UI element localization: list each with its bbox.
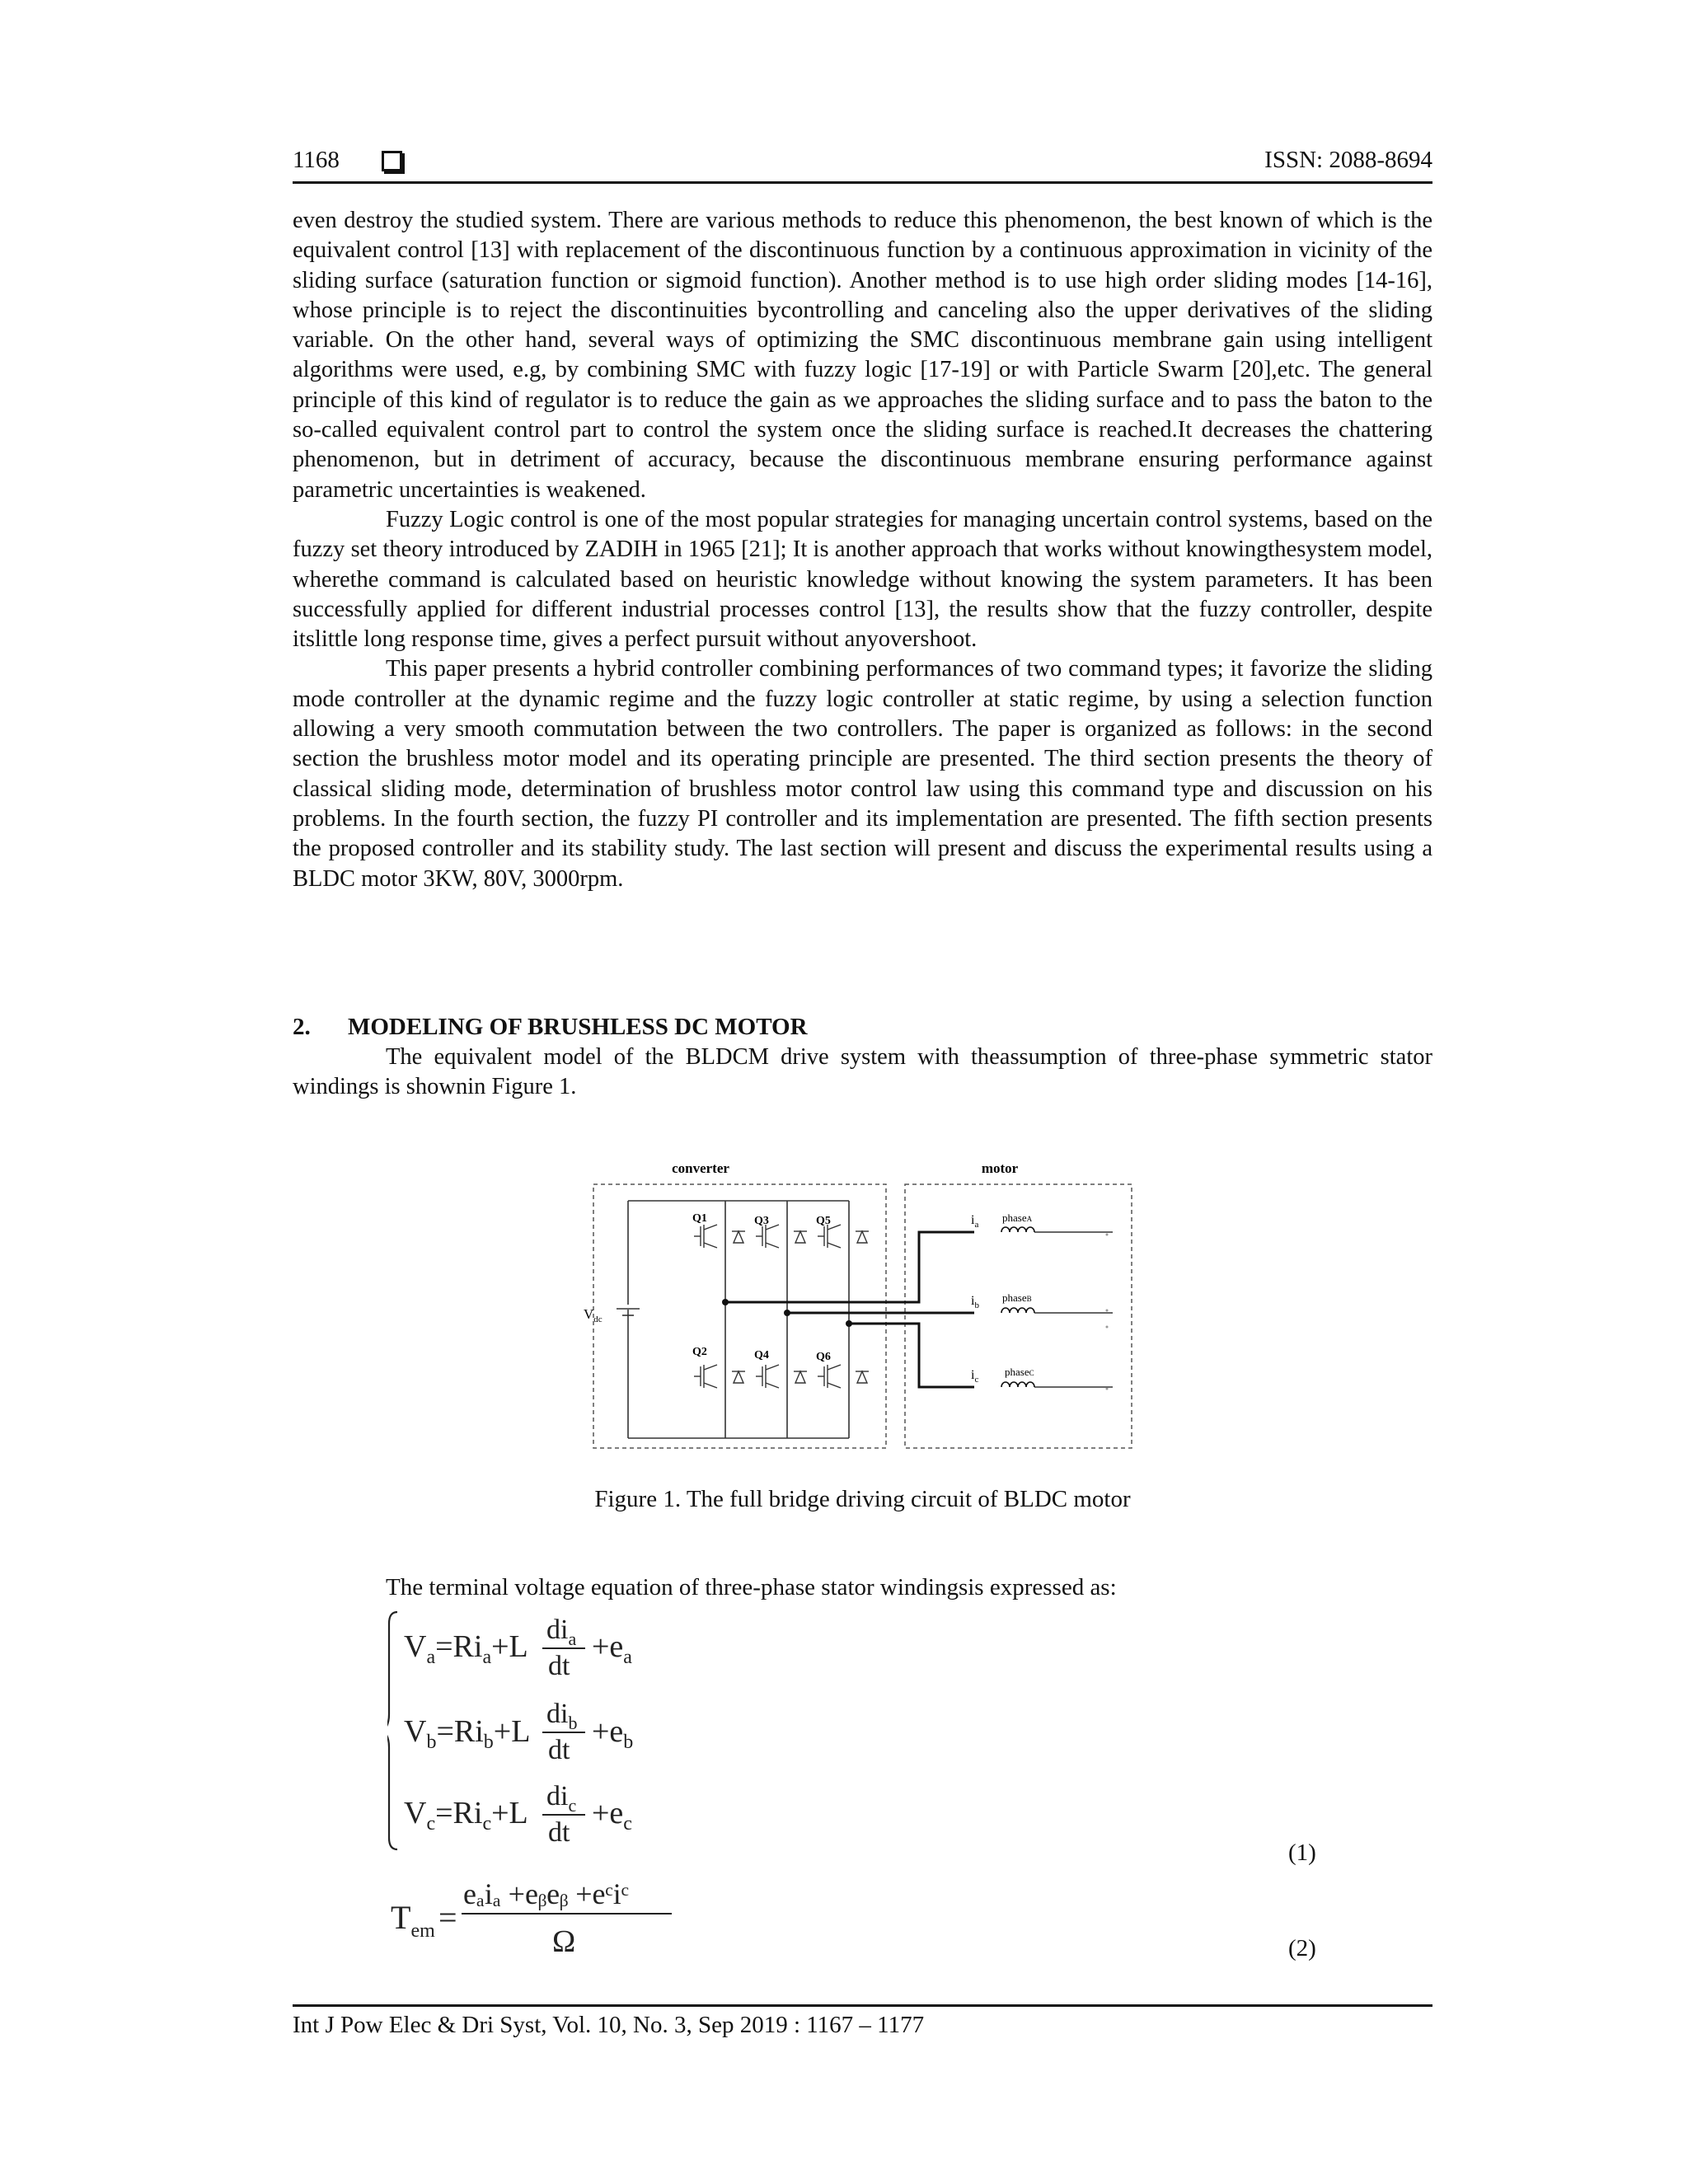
current-label: $i_b$	[971, 1294, 979, 1310]
issn: ISSN: 2088-8694	[1264, 147, 1432, 173]
phase-label: phaseA	[1002, 1212, 1033, 1224]
paragraph: even destroy the studied system. There are various methods to reduce this phenomenon, the best known of which is the equivalent control [13] with replacement of the discontinuous function by a continuous approximation in vicinity of the sliding surface (saturation function or sigmoid function). Another method is to use high order sliding modes [14-16], whose principle is to reject the discontinuities bycontrolling and canceling also the upper derivatives of the sliding variable. On the other hand, several ways of optimizing the SMC discontinuous membrane gain using intelligent algorithms were used, e.g, by combining SMC with fuzzy logic [17-19] or with Particle Swarm [20],etc. The general principle of this kind of regulator is to reduce the gain as we approaches the sliding surface and to pass the baton to the so-called equivalent control part to control the system once the sliding surface is reached.It decreases the chattering phenomenon, but in detriment of accuracy, because the discontinuous membrane ensuring performance against parametric uncertainties is weakened.	[293, 208, 1432, 503]
svg-text:Vb=Rib+L: $V_b=Ri_b+L$	[404, 1714, 531, 1753]
equation-line	[404, 1781, 632, 1848]
switch-label: Q5	[816, 1215, 831, 1227]
phase-label: phaseB	[1002, 1291, 1032, 1304]
section-title: MODELING OF BRUSHLESS DC MOTOR	[348, 1014, 808, 1040]
paragraph: The equivalent model of the BLDCM drive system with theassumption of three-phase symmetric stator windings is shownin Figure 1.	[293, 1044, 1432, 1100]
bldc-circuit-diagram	[577, 1154, 1146, 1459]
switch-label: Q6	[816, 1351, 831, 1363]
figure-caption: Figure 1. The full bridge driving circuit of BLDC motor	[594, 1486, 1131, 1512]
section-heading	[293, 1014, 808, 1041]
switch-label: Q1	[692, 1212, 707, 1225]
svg-text:=: =	[438, 1899, 457, 1936]
motor-label: motor	[981, 1160, 1019, 1176]
coil-b	[1001, 1308, 1034, 1313]
equation-line	[404, 1615, 632, 1681]
equation-number: (2)	[1288, 1935, 1316, 1961]
svg-text:dic: $di_c$	[546, 1781, 577, 1816]
svg-text:dt: dt	[548, 1651, 570, 1681]
svg-text:+ec: $+e_c$	[592, 1796, 632, 1835]
equation-line	[404, 1699, 633, 1765]
coil-c	[1001, 1382, 1034, 1387]
svg-text:+ea: $+e_a$	[592, 1629, 632, 1668]
section-text	[293, 1043, 1432, 1103]
page-header	[293, 145, 1432, 184]
equation-number: (1)	[1288, 1840, 1316, 1866]
vdc-label: $V_{dc}$	[584, 1306, 603, 1324]
equation-2	[387, 1871, 684, 1961]
footer-citation: Int J Pow Elec & Dri Syst, Vol. 10, No. 3, Sep 2019 : 1167 – 1177	[293, 2012, 925, 2038]
svg-text:Tem: $T_{em}$	[391, 1899, 435, 1942]
switch-label: Q2	[692, 1346, 707, 1358]
svg-text:dt: dt	[548, 1817, 570, 1848]
svg-text:dib: $di_b$	[546, 1699, 578, 1733]
equation-intro: The terminal voltage equation of three-phase stator windingsis expressed as:	[386, 1574, 1117, 1601]
svg-text:dt: dt	[548, 1735, 570, 1765]
converter-box	[593, 1184, 886, 1448]
page-footer	[293, 2004, 1432, 2039]
section-number: 2.	[293, 1014, 311, 1040]
square-bullet-icon	[382, 151, 402, 171]
svg-text:dia: $di_a$	[546, 1615, 577, 1649]
switch-label: Q4	[754, 1349, 769, 1361]
svg-text:Va=Ria+L: $V_a=Ri_a+L$	[404, 1629, 528, 1668]
paragraph: Fuzzy Logic control is one of the most popular strategies for managing uncertain control systems, based on the fuzzy set theory introduced by ZADIH in 1965 [21]; It is another approach that works without knowingthesystem model, wherethe command is calculated based on heuristic knowledge without knowing the system parameters. It has been successfully applied for different industrial processes control [13], the results show that the fuzzy controller, despite itslittle long response time, gives a perfect pursuit without anyovershoot.	[293, 506, 1432, 653]
switch-label: Q3	[754, 1215, 769, 1227]
coil-a	[1001, 1227, 1034, 1232]
motor-box	[905, 1184, 1132, 1448]
converter-label: converter	[672, 1160, 729, 1176]
body-text	[293, 206, 1432, 894]
svg-text:+eb: $+e_b$	[592, 1714, 634, 1753]
svg-text:eₐiₐ +eᵦeᵦ +eᶜiᶜ: eₐiₐ +eᵦeᵦ +eᶜiᶜ	[463, 1877, 629, 1910]
current-label: $i_c$	[971, 1368, 979, 1385]
svg-text:Vc=Ric+L: $V_c=Ri_c+L$	[404, 1796, 528, 1835]
current-label: $i_a$	[971, 1213, 979, 1230]
phase-label: phaseC	[1005, 1366, 1034, 1378]
paragraph: This paper presents a hybrid controller combining performances of two command types; it favorize the sliding mode controller at the dynamic regime and the fuzzy logic controller at static regime, by using a selection function allowing a very smooth commutation between the two controllers. The paper is organized as follows: in the second section the brushless motor model and its operating principle are presented. The third section presents the theory of classical sliding mode, determination of brushless motor control law using this command type and discussion on his problems. In the fourth section, the fuzzy PI controller and its implementation are presented. The fifth section presents the proposed controller and its stability study. The last section will present and discuss the experimental results using a BLDC motor 3KW, 80V, 3000rpm.	[293, 656, 1432, 892]
page-number: 1168	[293, 147, 340, 173]
equation-1	[387, 1607, 717, 1854]
svg-text:Ω: Ω	[552, 1924, 576, 1959]
